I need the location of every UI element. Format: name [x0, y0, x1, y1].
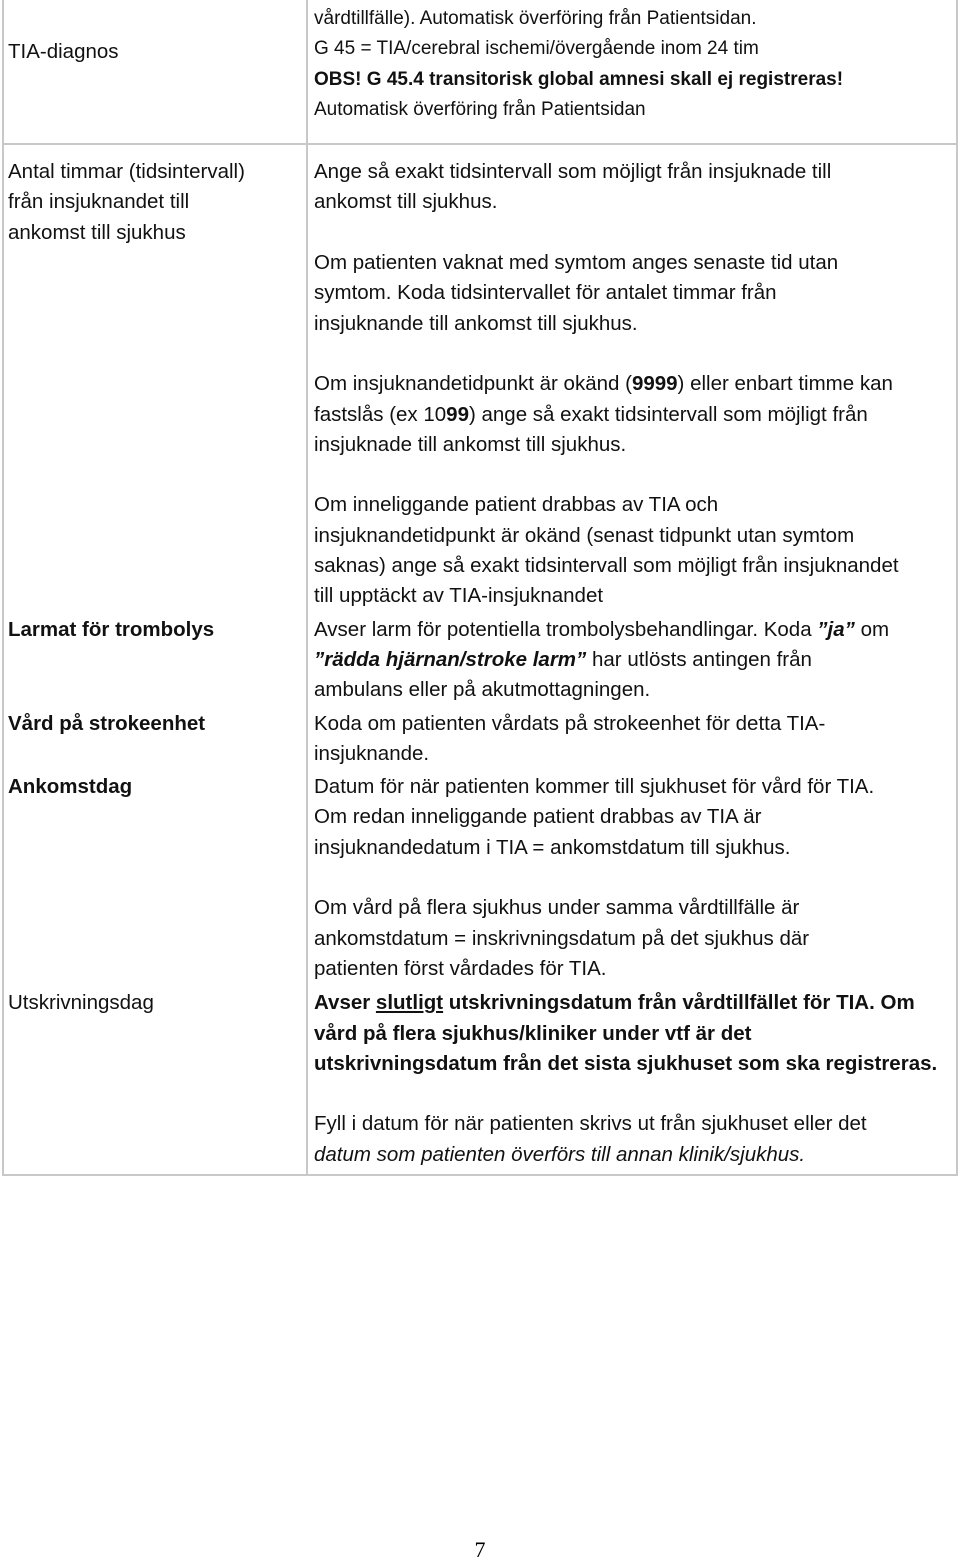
- antal-timmar-label: ankomst till sjukhus: [8, 220, 186, 244]
- definitions-table: [2, 0, 958, 1176]
- larmat-text-line: [314, 645, 954, 675]
- row-vard-strokeenhet: [3, 706, 957, 770]
- row-antal-timmar: [3, 144, 957, 611]
- description-cell: [307, 144, 957, 611]
- tia-diagnos-label: TIA-diagnos: [8, 40, 119, 63]
- antal-text-line: Om inneliggande patient drabbas av TIA och: [314, 493, 719, 517]
- text-span: Om insjuknandetidpunkt är okänd (: [314, 372, 632, 396]
- page-number: 7: [474, 1537, 486, 1562]
- description-cell: [307, 612, 957, 706]
- ankomstdag-label: Ankomstdag: [8, 775, 133, 799]
- ankomst-text-line: Om vård på flera sjukhus under samma vårdtillfälle är: [314, 896, 800, 920]
- ankomst-text-line: Datum för när patienten kommer till sjukhuset för vård för TIA.: [314, 775, 875, 799]
- antal-timmar-label: från insjuknandet till: [8, 190, 190, 214]
- utskrivning-text-line: [314, 988, 954, 1018]
- label-cell: [3, 612, 307, 706]
- row-ankomstdag: [3, 769, 957, 984]
- description-cell: [307, 769, 957, 984]
- slutligt-term: slutligt: [375, 991, 444, 1015]
- ankomst-text-line: patienten först vårdades för TIA.: [314, 956, 607, 980]
- utskrivning-text-line: Fyll i datum för när patienten skrivs ut från sjukhuset eller det: [314, 1112, 867, 1136]
- utskrivning-text-line: vård på flera sjukhus/kliniker under vtf är det: [314, 1021, 752, 1045]
- code-9999: 9999: [631, 372, 678, 396]
- code-ja: ”ja”: [817, 617, 855, 641]
- text-span: har utlösts antingen från: [586, 647, 812, 671]
- antal-timmar-label: Antal timmar (tidsintervall): [8, 160, 245, 184]
- larmat-text-line: ambulans eller på akutmottagningen.: [314, 678, 651, 702]
- utskrivningsdag-label: Utskrivningsdag: [8, 991, 154, 1015]
- label-cell: [3, 706, 307, 770]
- text-span: fastslås (ex 10: [314, 402, 447, 426]
- vard-text-line: insjuknande.: [314, 741, 430, 765]
- antal-text-line: saknas) ange så exakt tidsintervall som möjligt från insjuknandet: [314, 554, 899, 578]
- ankomst-text-line: insjuknandedatum i TIA = ankomstdatum till sjukhus.: [314, 835, 791, 859]
- utskrivning-text-line: datum som patienten överförs till annan klinik/sjukhus.: [314, 1142, 806, 1166]
- larmat-text-line: [314, 615, 954, 645]
- antal-text-line: insjuknandetidpunkt är okänd (senast tidpunkt utan symtom: [314, 523, 855, 547]
- tia-text-line: OBS! G 45.4 transitorisk global amnesi skall ej registreras!: [314, 68, 844, 90]
- description-cell: [307, 0, 957, 144]
- tia-text-line: vårdtillfälle). Automatisk överföring från Patientsidan.: [314, 8, 757, 29]
- antal-text-line: insjuknande till ankomst till sjukhus.: [314, 311, 638, 335]
- label-cell: [3, 769, 307, 984]
- code-99: 99: [446, 402, 469, 426]
- antal-text-line: ankomst till sjukhus.: [314, 190, 498, 214]
- ankomst-text-line: Om redan inneliggande patient drabbas av TIA är: [314, 805, 762, 829]
- tia-text-line: G 45 = TIA/cerebral ischemi/övergående inom 24 tim: [314, 38, 759, 60]
- stroke-alarm-term: ”rädda hjärnan/stroke larm”: [314, 647, 587, 671]
- text-span: om: [854, 617, 890, 641]
- description-cell: [307, 706, 957, 770]
- antal-text-line: insjuknade till ankomst till sjukhus.: [314, 432, 627, 456]
- text-span: ) ange så exakt tidsintervall som möjligt från: [468, 402, 868, 426]
- row-tia-diagnos: [3, 0, 957, 144]
- vard-label: Vård på strokeenhet: [8, 711, 206, 735]
- row-utskrivningsdag: [3, 984, 957, 1175]
- antal-text-line: till upptäckt av TIA-insjuknandet: [314, 584, 604, 608]
- text-span: Avser: [314, 991, 376, 1015]
- description-cell: [307, 984, 957, 1175]
- antal-text-line: [314, 369, 954, 399]
- antal-text-line: Om patienten vaknat med symtom anges senaste tid utan: [314, 251, 839, 275]
- label-cell: [3, 144, 307, 611]
- tia-text-line: Automatisk överföring från Patientsidan: [314, 98, 646, 120]
- label-cell: [3, 0, 307, 144]
- text-span: utskrivningsdatum från vårdtillfället för TIA. Om: [443, 991, 915, 1015]
- label-cell: [3, 984, 307, 1175]
- ankomst-text-line: ankomstdatum = inskrivningsdatum på det sjukhus där: [314, 926, 810, 950]
- antal-text-line: symtom. Koda tidsintervallet för antalet timmar från: [314, 281, 777, 305]
- larmat-label: Larmat för trombolys: [8, 617, 215, 641]
- text-span: ) eller enbart timme kan: [677, 372, 893, 396]
- vard-text-line: Koda om patienten vårdats på strokeenhet för detta TIA-: [314, 711, 826, 735]
- text-span: Avser larm för potentiella trombolysbehandlingar. Koda: [314, 617, 818, 641]
- antal-text-line: [314, 400, 954, 430]
- utskrivning-text-line: utskrivningsdatum från det sista sjukhuset som ska registreras.: [314, 1051, 938, 1075]
- row-larmat-trombolys: [3, 612, 957, 706]
- antal-text-line: Ange så exakt tidsintervall som möjligt från insjuknade till: [314, 160, 832, 184]
